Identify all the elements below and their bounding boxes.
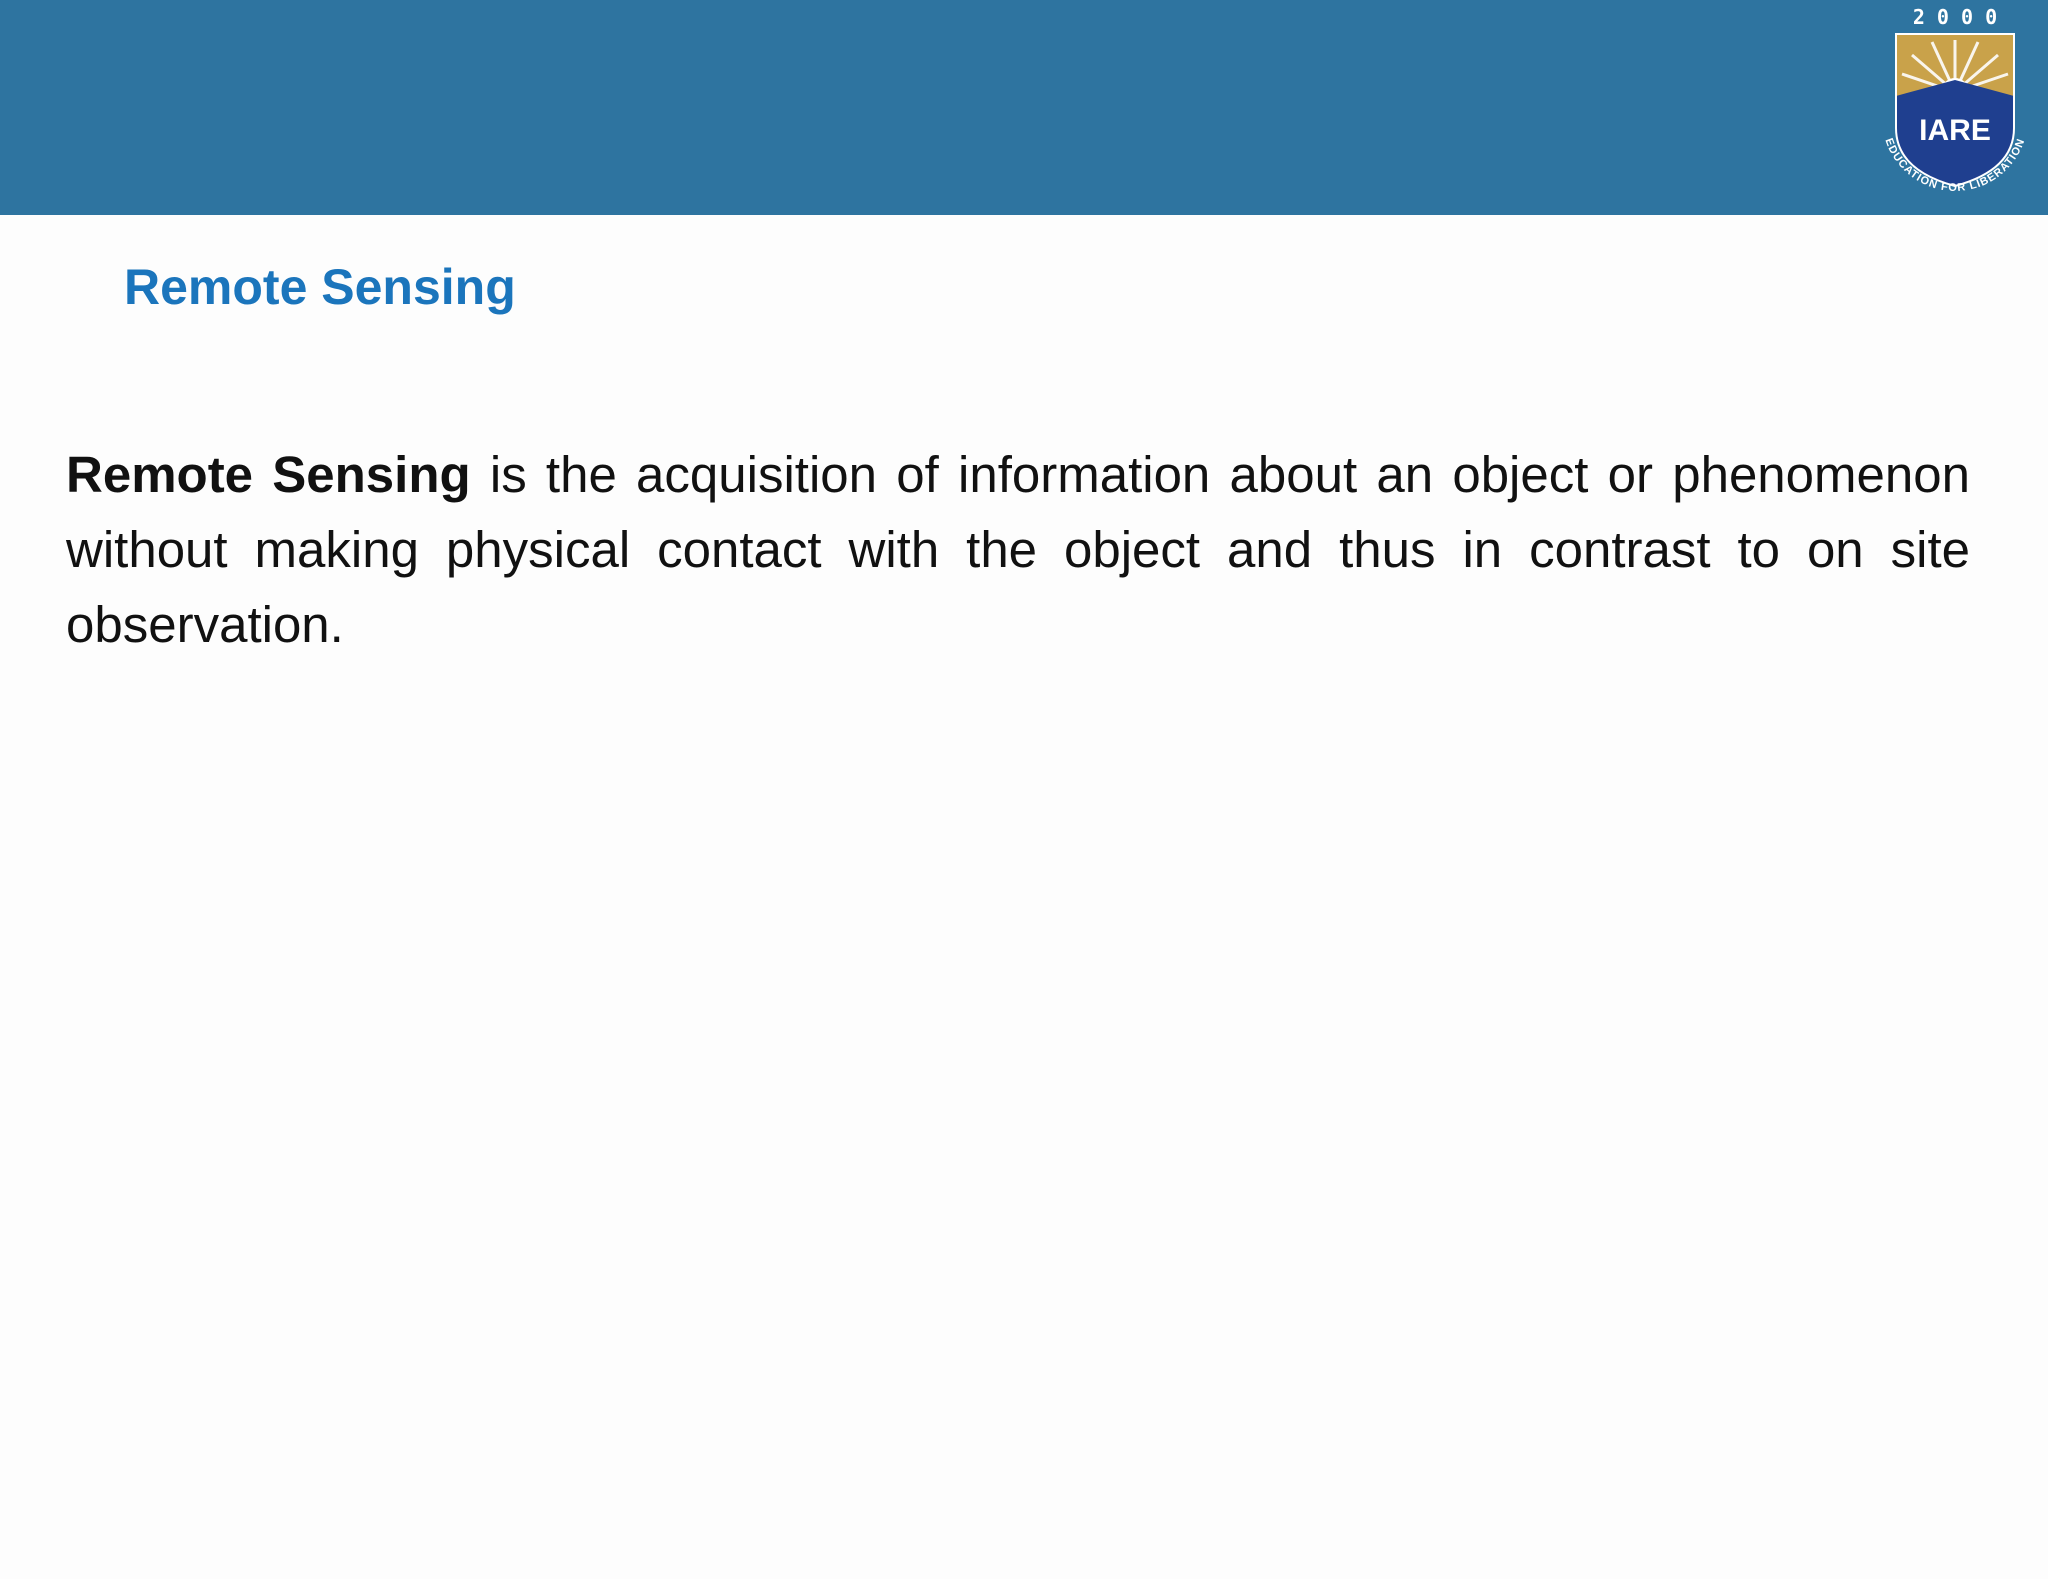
- logo-motto: EDUCATION FOR LIBERATION: [1882, 136, 2028, 195]
- header-bar: [0, 0, 2048, 215]
- definition-text: is the acquisition of information about an object or phenomenon without making physical contact with the object and thus in contrast to on site observation.: [66, 446, 1970, 653]
- definition-paragraph: [66, 437, 1970, 662]
- logo-year: 2 0 0 0: [1912, 5, 1998, 29]
- definition-term: Remote Sensing: [66, 446, 471, 503]
- slide-title: Remote Sensing: [124, 259, 516, 315]
- logo-name: IARE: [1919, 114, 1991, 147]
- iare-logo: [1862, 0, 2048, 215]
